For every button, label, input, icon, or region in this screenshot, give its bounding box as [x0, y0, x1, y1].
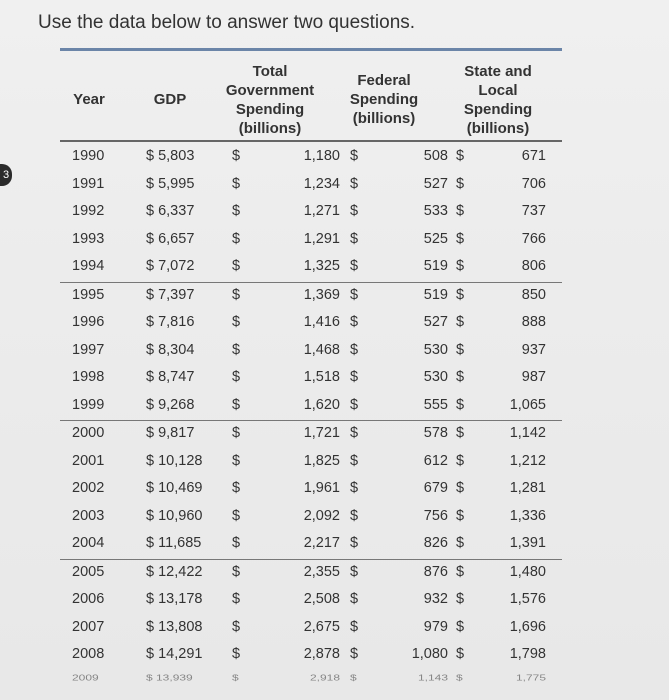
cell-year: 1993: [72, 230, 105, 247]
header-federal-line-3: (billions): [352, 110, 416, 127]
cell-gdp: $ 13,939: [146, 672, 193, 683]
cell-state-local: 766: [521, 230, 546, 247]
header-total-line-4: (billions): [238, 120, 302, 137]
dollar-sign: $: [350, 591, 359, 607]
dollar-sign: $: [350, 425, 359, 441]
dollar-sign: $: [456, 230, 465, 247]
cell-gdp: $ 8,304: [146, 341, 195, 358]
cell-state-local: 850: [521, 286, 546, 303]
cell-state-local: 806: [521, 258, 546, 274]
dollar-sign: $: [350, 535, 359, 551]
dollar-sign: $: [232, 258, 241, 274]
cell-year: 2003: [72, 507, 105, 524]
dollar-sign: $: [456, 314, 465, 330]
dollar-sign: $: [350, 452, 359, 469]
cell-total: 2,092: [303, 507, 340, 524]
cell-year: 1998: [72, 369, 105, 385]
dollar-sign: $: [232, 230, 241, 247]
dollar-sign: $: [232, 591, 241, 607]
dollar-sign: $: [350, 563, 359, 580]
header-rule: [60, 140, 562, 142]
dollar-sign: $: [350, 646, 359, 662]
table-row: [60, 310, 562, 338]
cell-state-local: 1,576: [509, 591, 546, 607]
cell-federal: 612: [423, 452, 448, 469]
cell-gdp: $ 11,685: [146, 535, 202, 551]
dollar-sign: $: [350, 258, 359, 274]
cell-total: 1,825: [303, 452, 340, 469]
cell-year: 2001: [72, 452, 105, 469]
header-gdp: GDP: [153, 91, 187, 108]
cell-federal: 578: [423, 425, 448, 441]
cell-federal: 1,143: [417, 672, 448, 683]
cell-total: 1,416: [303, 314, 340, 330]
dollar-sign: $: [456, 286, 465, 303]
cell-state-local: 1,696: [509, 618, 546, 635]
dollar-sign: $: [232, 507, 241, 524]
dollar-sign: $: [232, 563, 241, 580]
cell-federal: 508: [423, 148, 448, 164]
dollar-sign: $: [350, 203, 359, 219]
dollar-sign: $: [232, 203, 241, 219]
cell-year: 2009: [72, 672, 99, 683]
dollar-sign: $: [232, 672, 239, 683]
cell-year: 2005: [72, 563, 105, 580]
dollar-sign: $: [232, 314, 241, 330]
cell-state-local: 671: [521, 148, 546, 164]
cell-state-local: 1,142: [509, 425, 546, 441]
cell-state-local: 1,480: [509, 563, 546, 580]
cell-total: 1,291: [303, 230, 340, 247]
dollar-sign: $: [456, 341, 465, 358]
table-top-rule: [60, 48, 562, 51]
table-row: [60, 172, 562, 200]
header-federal: [336, 71, 432, 128]
cell-total: 1,518: [303, 369, 340, 385]
instruction-text: Use the data below to answer two questions.: [38, 12, 416, 33]
cell-gdp: $ 13,178: [146, 591, 203, 607]
cell-gdp: $ 7,072: [146, 258, 195, 274]
cell-gdp: $ 7,816: [146, 314, 195, 330]
table-row: [60, 642, 562, 670]
cell-gdp: $ 14,291: [146, 646, 203, 662]
cell-federal: 530: [423, 341, 448, 358]
table-row: [60, 365, 562, 393]
header-total-line-3: Spending: [235, 101, 305, 118]
cell-federal: 525: [423, 230, 448, 247]
dollar-sign: $: [350, 369, 359, 385]
cell-state-local: 1,775: [515, 672, 546, 683]
dollar-sign: $: [232, 646, 241, 662]
header-state-local-line-3: Spending: [463, 101, 533, 118]
dollar-sign: $: [456, 175, 465, 192]
header-total-line-1: Total: [252, 63, 288, 80]
table-row: [60, 615, 562, 643]
cell-year: 1996: [72, 314, 105, 330]
cell-state-local: 1,281: [509, 480, 546, 496]
cell-federal: 756: [423, 507, 448, 524]
dollar-sign: $: [350, 618, 359, 635]
dollar-sign: $: [232, 175, 241, 192]
dollar-sign: $: [232, 396, 241, 413]
cell-year: 1992: [72, 203, 105, 219]
cell-gdp: $ 10,128: [146, 452, 203, 469]
cell-total: 1,325: [303, 258, 340, 274]
cell-total: 2,918: [309, 672, 340, 683]
cell-federal: 1,080: [411, 646, 448, 662]
header-state-local-line-4: (billions): [466, 120, 530, 137]
dollar-sign: $: [232, 369, 241, 385]
cell-federal: 679: [423, 480, 448, 496]
cell-total: 1,180: [303, 148, 340, 164]
cell-total: 1,234: [303, 175, 340, 192]
dollar-sign: $: [350, 507, 359, 524]
table-row: [60, 199, 562, 227]
cell-gdp: $ 8,747: [146, 369, 195, 385]
cell-state-local: 1,798: [509, 646, 546, 662]
cell-year: 2007: [72, 618, 105, 635]
table-row: [60, 476, 562, 504]
cell-gdp: $ 6,657: [146, 230, 195, 247]
cell-year: 2006: [72, 591, 105, 607]
dollar-sign: $: [456, 563, 465, 580]
table-row: [60, 283, 562, 311]
cell-gdp: $ 13,808: [146, 618, 203, 635]
cell-year: 1999: [72, 396, 105, 413]
cell-state-local: 937: [521, 341, 546, 358]
cell-year: 2004: [72, 535, 105, 551]
cell-federal: 519: [423, 286, 448, 303]
dollar-sign: $: [456, 618, 465, 635]
cell-gdp: $ 7,397: [146, 286, 195, 303]
cell-gdp: $ 9,268: [146, 396, 195, 413]
dollar-sign: $: [232, 618, 241, 635]
dollar-sign: $: [350, 286, 359, 303]
cell-year: 1991: [72, 175, 105, 192]
dollar-sign: $: [232, 286, 241, 303]
cell-federal: 826: [423, 535, 448, 551]
cell-total: 1,721: [303, 425, 340, 441]
dollar-sign: $: [456, 591, 465, 607]
cell-total: 1,271: [303, 203, 340, 219]
header-total: [210, 62, 330, 138]
dollar-sign: $: [456, 396, 465, 413]
cell-total: 2,508: [303, 591, 340, 607]
dollar-sign: $: [232, 341, 241, 358]
header-state-local-line-2: Local: [478, 82, 518, 99]
dollar-sign: $: [350, 396, 359, 413]
cell-year: 1990: [72, 148, 105, 164]
cell-year: 1995: [72, 286, 105, 303]
header-year: Year: [73, 91, 105, 108]
cell-gdp: $ 12,422: [146, 563, 203, 580]
dollar-sign: $: [456, 369, 465, 385]
table-row: [60, 421, 562, 449]
dollar-sign: $: [456, 646, 465, 662]
cell-federal: 979: [423, 618, 448, 635]
cell-state-local: 737: [521, 203, 546, 219]
dollar-sign: $: [456, 148, 465, 164]
cell-total: 2,217: [303, 535, 340, 551]
dollar-sign: $: [350, 148, 359, 164]
cell-federal: 533: [423, 203, 448, 219]
cell-state-local: 706: [521, 175, 546, 192]
table-row: [60, 504, 562, 532]
cell-total: 2,675: [303, 618, 340, 635]
cell-total: 1,369: [303, 286, 340, 303]
cell-gdp: $ 10,960: [146, 507, 203, 524]
cell-federal: 527: [423, 314, 448, 330]
dollar-sign: $: [350, 314, 359, 330]
table-row: [60, 144, 562, 172]
table-row: [60, 560, 562, 588]
dollar-sign: $: [232, 425, 241, 441]
dollar-sign: $: [350, 480, 359, 496]
cell-total: 1,468: [303, 341, 340, 358]
table-row: [60, 531, 562, 560]
cell-year: 2002: [72, 480, 105, 496]
cell-total: 1,620: [303, 396, 340, 413]
cell-gdp: $ 5,995: [146, 175, 195, 192]
cell-gdp: $ 10,469: [146, 480, 203, 496]
header-state-local: [448, 62, 548, 138]
dollar-sign: $: [456, 425, 465, 441]
dollar-sign: $: [456, 480, 465, 496]
cell-year: 2000: [72, 425, 105, 441]
side-tab: 3: [0, 164, 12, 186]
table-row: [60, 587, 562, 615]
dollar-sign: $: [456, 452, 465, 469]
cell-year: 1997: [72, 341, 105, 358]
cell-federal: 876: [423, 563, 448, 580]
cell-gdp: $ 6,337: [146, 203, 195, 219]
cell-state-local: 1,336: [509, 507, 546, 524]
cell-state-local: 1,391: [509, 535, 546, 551]
cell-gdp: $ 5,803: [146, 148, 195, 164]
cell-federal: 530: [423, 369, 448, 385]
cell-federal: 555: [423, 396, 448, 413]
header-federal-line-2: Spending: [349, 91, 419, 108]
cell-federal: 932: [423, 591, 448, 607]
cell-total: 1,961: [303, 480, 340, 496]
header-state-local-line-1: State and: [464, 63, 532, 80]
dollar-sign: $: [350, 341, 359, 358]
header-federal-line-1: Federal: [357, 72, 411, 89]
dollar-sign: $: [350, 230, 359, 247]
cell-year: 1994: [72, 258, 105, 274]
table-row: [60, 254, 562, 283]
cell-gdp: $ 9,817: [146, 425, 195, 441]
cell-state-local: 888: [521, 314, 546, 330]
table-row: [60, 393, 562, 422]
cell-total: 2,878: [303, 646, 340, 662]
header-total-line-2: Government: [225, 82, 315, 99]
dollar-sign: $: [232, 452, 241, 469]
table-row: [60, 227, 562, 255]
dollar-sign: $: [456, 258, 465, 274]
dollar-sign: $: [456, 672, 463, 683]
dollar-sign: $: [456, 203, 465, 219]
cell-year: 2008: [72, 646, 105, 662]
cell-state-local: 1,065: [509, 396, 546, 413]
dollar-sign: $: [232, 148, 241, 164]
cell-federal: 527: [423, 175, 448, 192]
dollar-sign: $: [232, 480, 241, 496]
dollar-sign: $: [350, 175, 359, 192]
data-table-body: [60, 144, 562, 697]
cell-federal: 519: [423, 258, 448, 274]
dollar-sign: $: [232, 535, 241, 551]
table-row: [60, 670, 562, 689]
cell-state-local: 1,212: [509, 452, 546, 469]
cell-total: 2,355: [303, 563, 340, 580]
table-row: [60, 338, 562, 366]
dollar-sign: $: [456, 507, 465, 524]
table-row: [60, 449, 562, 477]
cell-state-local: 987: [521, 369, 546, 385]
dollar-sign: $: [350, 672, 357, 683]
dollar-sign: $: [456, 535, 465, 551]
